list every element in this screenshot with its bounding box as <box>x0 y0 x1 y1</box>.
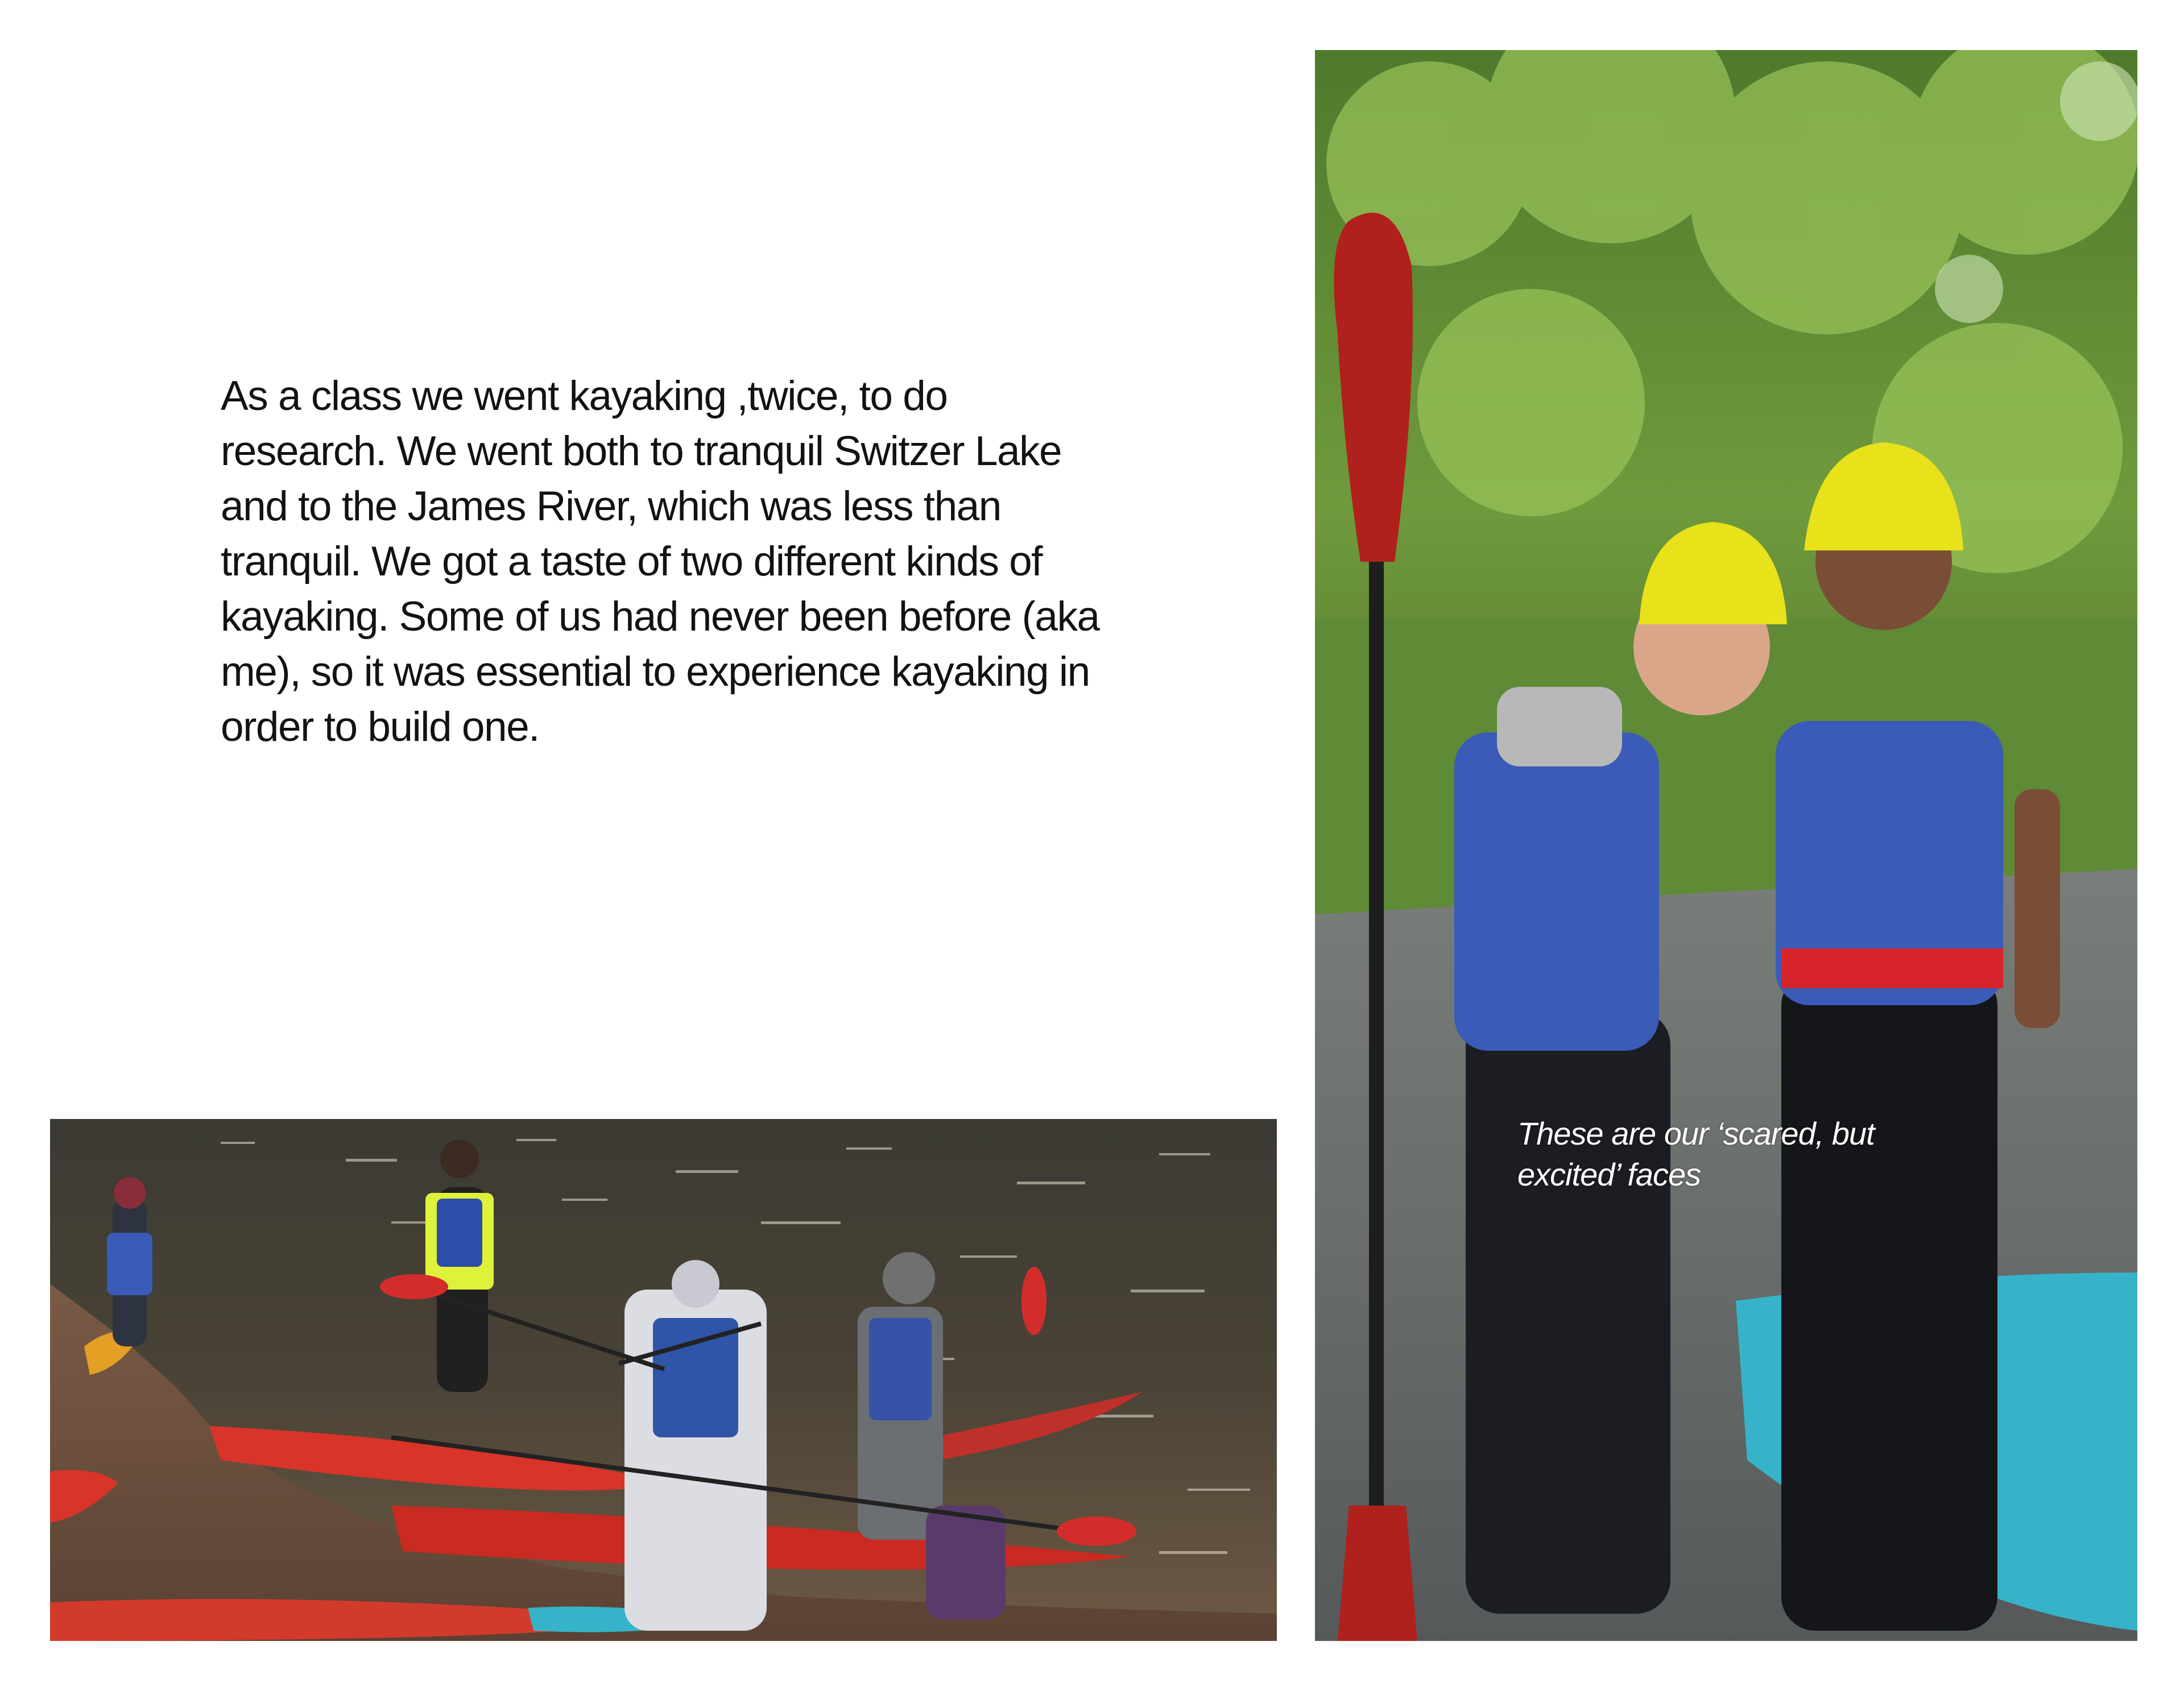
lake-shore-photo <box>50 1119 1277 1641</box>
kayakers-portrait-photo <box>1315 50 2137 1641</box>
photo-caption: These are our ‘scared, but excited’ faces <box>1517 1116 1875 1192</box>
intro-paragraph: As a class we went kayaking ,twice, to do research. We went both to tranquil Switzer Lake and to the James River, which was less than tranquil. We got a taste of two different kinds of kayaking. Some of us had never been before (aka me), so it was essential to experience kayaking in order to build one. <box>221 373 1099 750</box>
